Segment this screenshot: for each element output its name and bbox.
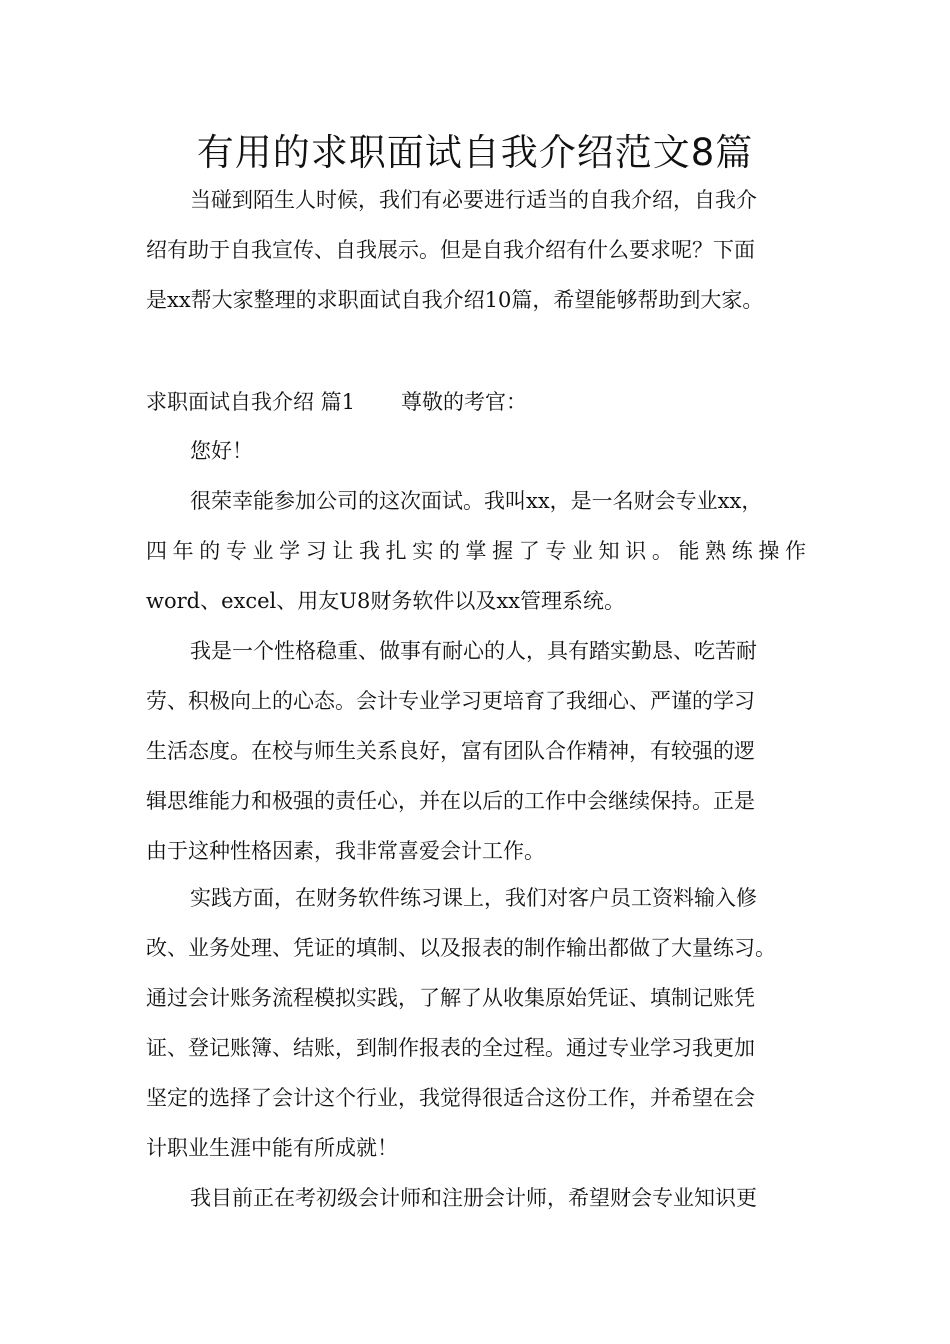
paragraph-line: 很荣幸能参加公司的这次面试。我叫xx，是一名财会专业xx， — [190, 489, 763, 513]
paragraph-line: 通过会计账务流程模拟实践，了解了从收集原始凭证、填制记账凭 — [146, 986, 755, 1010]
salutation: 尊敬的考官： — [401, 390, 528, 414]
intro-line: 绍有助于自我宣传、自我展示。但是自我介绍有什么要求呢？下面 — [146, 238, 755, 262]
paragraph-line: 证、登记账簿、结账，到制作报表的全过程。通过专业学习我更加 — [146, 1036, 755, 1060]
paragraph-line: 生活态度。在校与师生关系良好，富有团队合作精神，有较强的逻 — [146, 739, 755, 763]
section-heading: 求职面试自我介绍 篇1 — [146, 390, 356, 414]
intro-line: 是xx帮大家整理的求职面试自我介绍10篇，希望能够帮助到大家。 — [146, 288, 764, 312]
intro-line: 当碰到陌生人时候，我们有必要进行适当的自我介绍，自我介 — [190, 188, 757, 212]
paragraph-line: 由于这种性格因素，我非常喜爱会计工作。 — [146, 839, 545, 863]
greeting: 您好！ — [190, 439, 253, 463]
paragraph-line: 实践方面，在财务软件练习课上，我们对客户员工资料输入修 — [190, 886, 757, 910]
paragraph-line: 劳、积极向上的心态。会计专业学习更培育了我细心、严谨的学习 — [146, 689, 755, 713]
document-title: 有用的求职面试自我介绍范文8篇 — [196, 131, 754, 174]
paragraph-line: 我是一个性格稳重、做事有耐心的人，具有踏实勤恳、吃苦耐 — [190, 639, 757, 663]
paragraph-line: 辑思维能力和极强的责任心，并在以后的工作中会继续保持。正是 — [146, 789, 755, 813]
paragraph-line: 计职业生涯中能有所成就！ — [146, 1136, 398, 1160]
paragraph-line: 坚定的选择了会计这个行业，我觉得很适合这份工作，并希望在会 — [146, 1086, 755, 1110]
paragraph-line: 我目前正在考初级会计师和注册会计师，希望财会专业知识更 — [190, 1186, 757, 1210]
paragraph-line: 改、业务处理、凭证的填制、以及报表的制作输出都做了大量练习。 — [146, 936, 776, 960]
section-heading-row — [146, 387, 806, 417]
paragraph-line: 四年的专业学习让我扎实的掌握了专业知识。能熟练操作 — [146, 539, 806, 563]
paragraph-line: word、excel、用友U8财务软件以及xx管理系统。 — [146, 589, 626, 613]
